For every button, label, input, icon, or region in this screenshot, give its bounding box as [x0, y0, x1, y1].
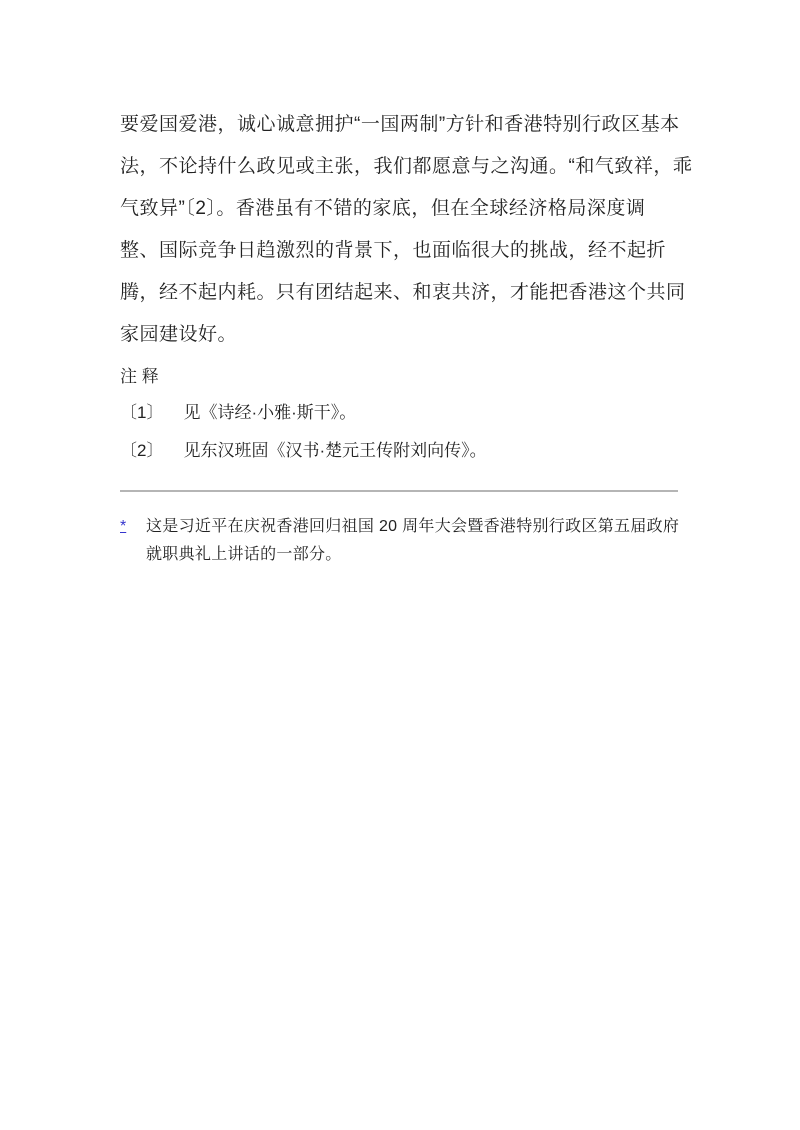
asterisk-footnote-link[interactable]: *	[120, 518, 127, 535]
footnote-item	[120, 438, 683, 464]
footnote-text: 见东汉班固《汉书·楚元王传附刘向传》。	[183, 441, 487, 460]
body-paragraph	[120, 104, 693, 356]
attribution-text-line: 就职典礼上讲话的一部分。	[146, 546, 342, 563]
footnote-marker: 〔2〕	[120, 441, 164, 460]
body-line: 腾，经不起内耗。只有团结起来、和衷共济，才能把香港这个共同	[120, 282, 686, 303]
attribution-note	[120, 513, 683, 569]
body-line: 家园建设好。	[120, 324, 238, 345]
footnote-item	[120, 400, 683, 426]
attribution-text	[146, 513, 679, 569]
body-line: 法，不论持什么政见或主张，我们都愿意与之沟通。“和气致祥，乖	[120, 156, 693, 177]
body-line: 要爱国爱港，诚心诚意拥护“一国两制”方针和香港特别行政区基本	[120, 114, 680, 135]
notes-heading: 注 释	[120, 367, 159, 386]
footnote-text: 见《诗经·小雅·斯干》。	[183, 403, 357, 422]
divider	[120, 490, 678, 492]
body-line: 整、国际竞争日趋激烈的背景下，也面临很大的挑战，经不起折	[120, 240, 667, 261]
attribution-text-line: 这是习近平在庆祝香港回归祖国 20 周年大会暨香港特别行政区第五届政府	[146, 518, 680, 535]
body-line: 气致异”〔2〕。香港虽有不错的家底，但在全球经济格局深度调	[120, 198, 646, 219]
footnote-marker: 〔1〕	[120, 403, 164, 422]
